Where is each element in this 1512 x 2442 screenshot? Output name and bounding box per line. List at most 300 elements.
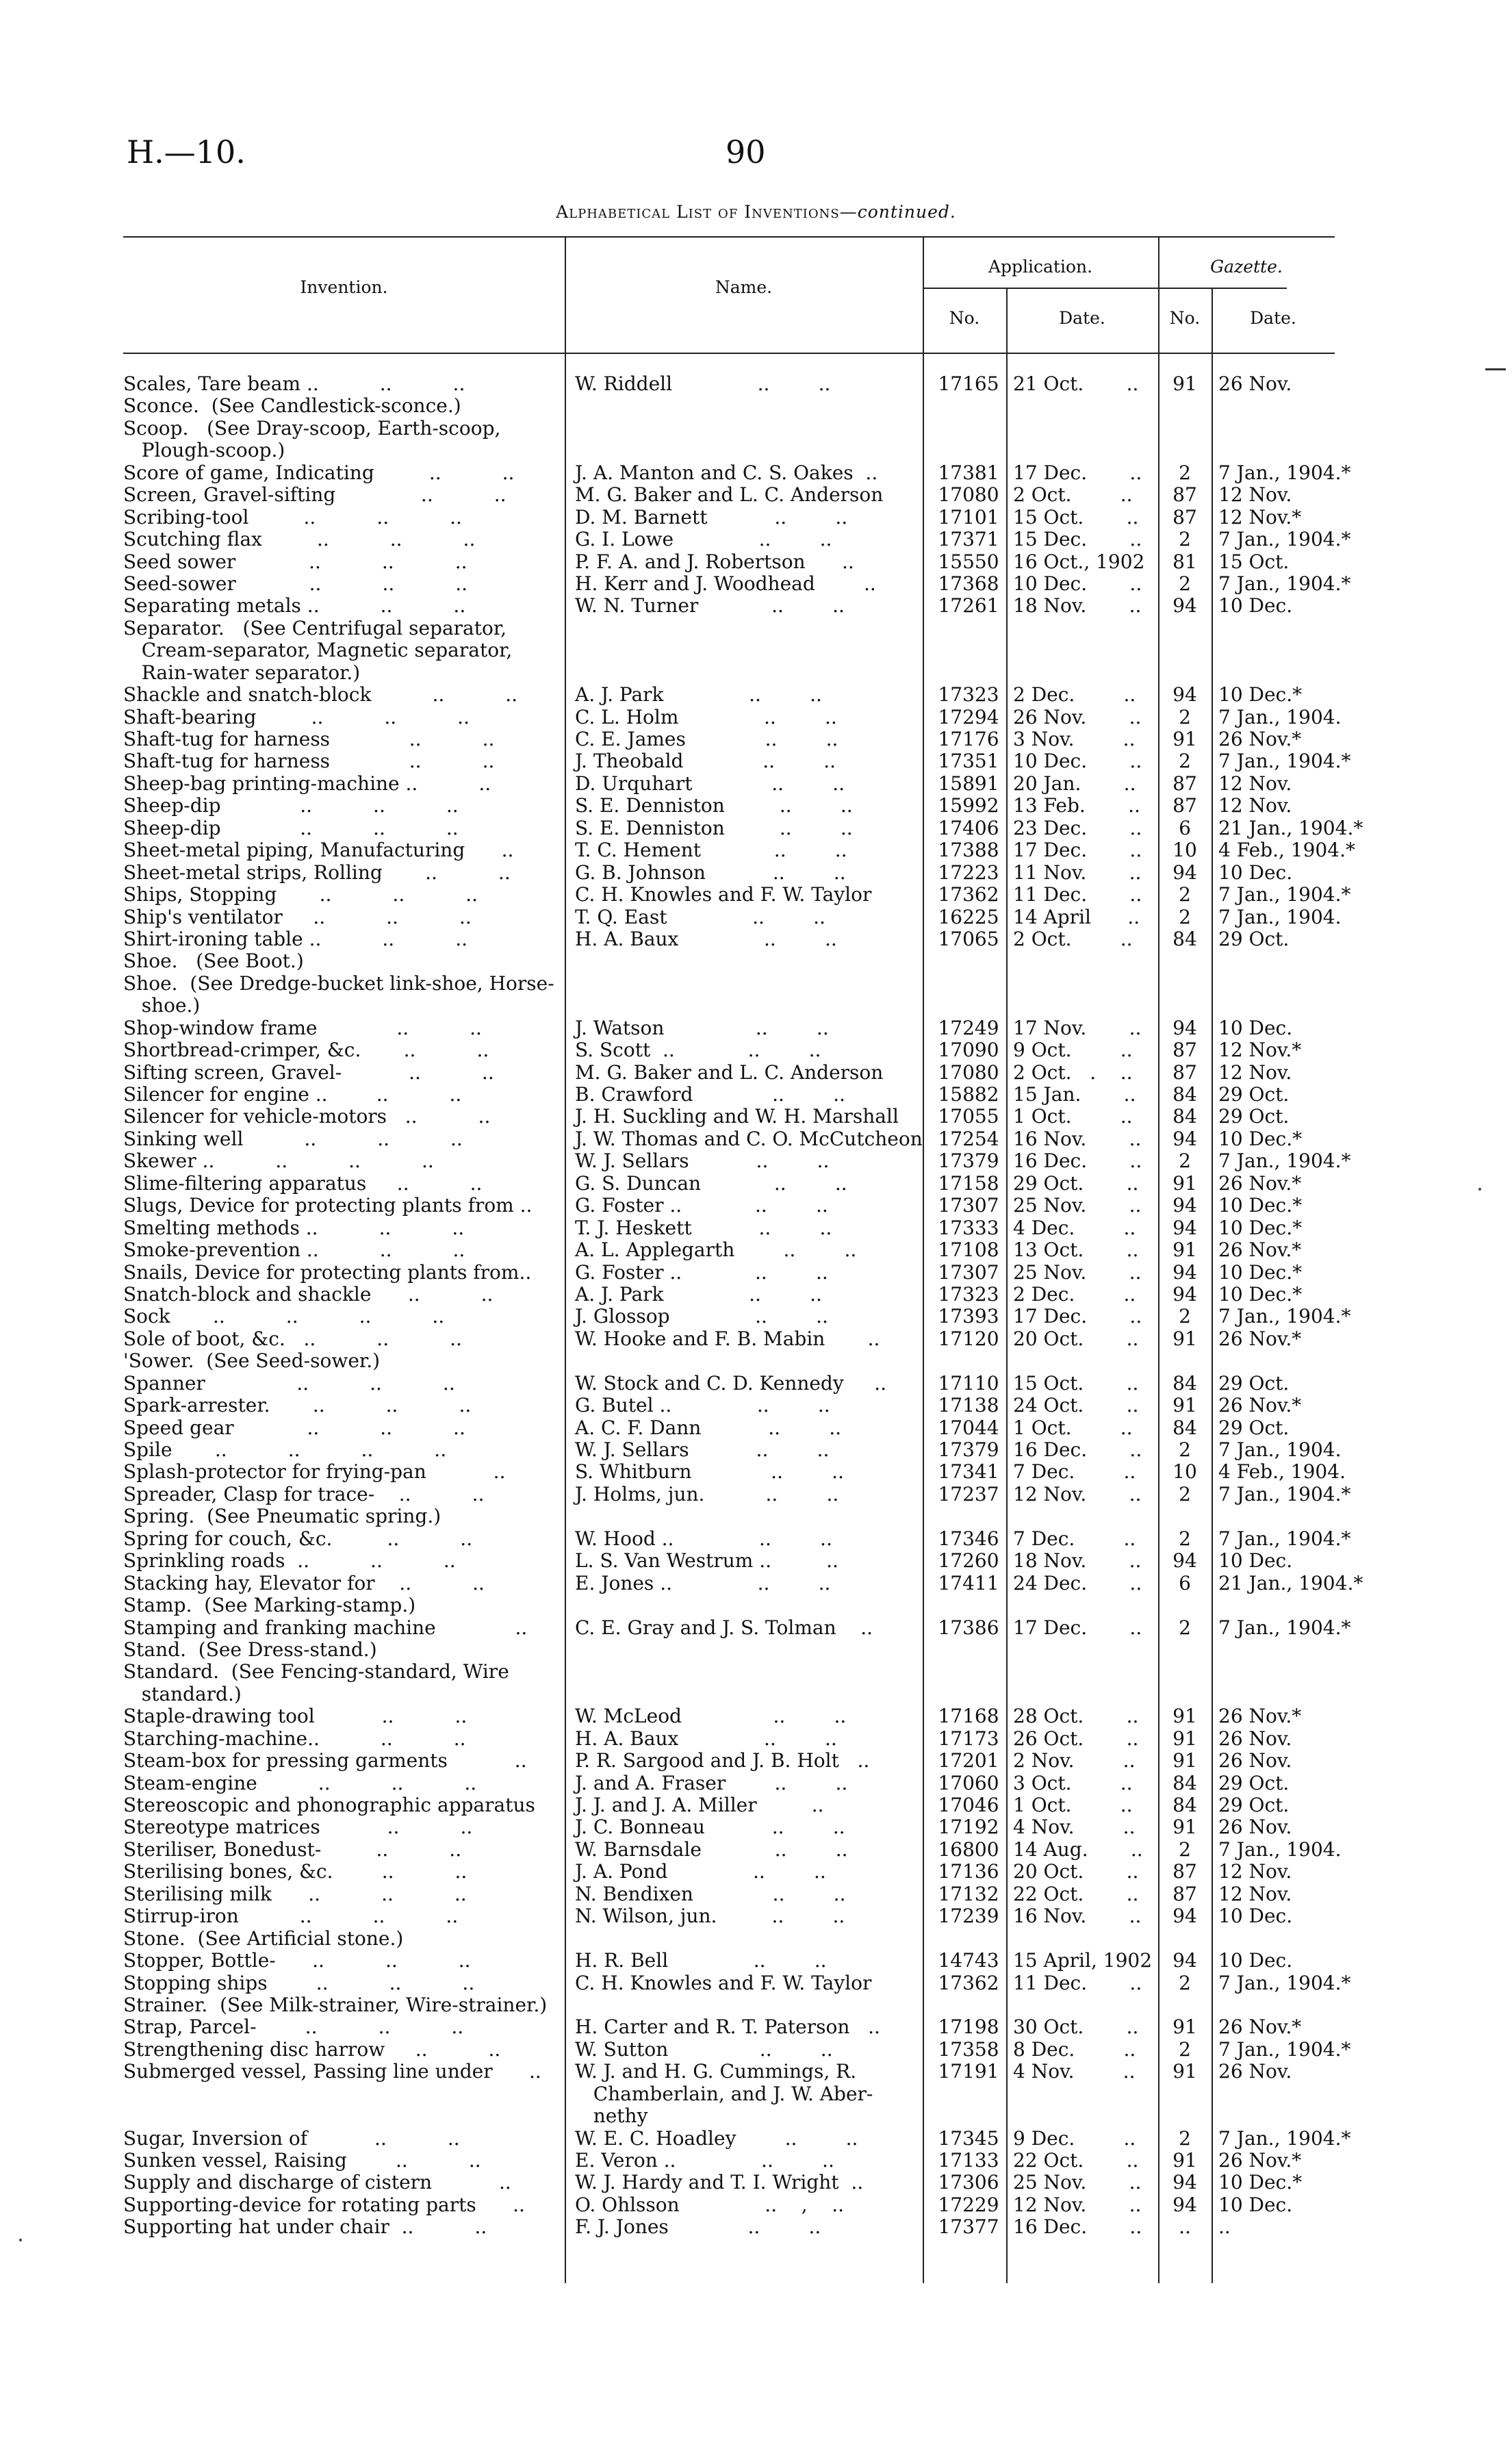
cell-gdate: 10 Dec.* <box>1218 1127 1303 1150</box>
cell-no: 17351 <box>938 750 999 773</box>
cell-date: 18 Nov. .. <box>1013 594 1142 618</box>
table-row <box>123 2150 1335 2172</box>
cell-gno: 2 <box>1179 1305 1191 1328</box>
table-top-rule <box>123 236 1335 238</box>
cell-no: 17046 <box>938 1794 999 1816</box>
cell-date: 9 Dec. .. <box>1013 2126 1136 2150</box>
cell-date: 11 Nov. .. <box>1013 861 1142 884</box>
cell-inv: Rain-water separator.) <box>123 661 361 684</box>
table-row <box>123 973 1335 995</box>
cell-gdate: 10 Dec. <box>1218 594 1293 618</box>
cell-date: 11 Dec. .. <box>1013 883 1142 906</box>
table-row <box>123 1217 1335 1239</box>
cell-no: 17386 <box>938 1616 999 1639</box>
cell-gdate: 7 Jan., 1904.* <box>1218 750 1351 773</box>
cell-no: 17306 <box>938 2171 999 2194</box>
table-row <box>123 662 1335 684</box>
table-row <box>123 1305 1351 1328</box>
table-row <box>123 1571 1363 1594</box>
cell-name: A. L. Applegarth .. .. <box>575 1238 857 1262</box>
cell-inv: Silencer for engine .. .. .. <box>123 1083 462 1106</box>
cell-inv: Silencer for vehicle-motors .. .. <box>123 1105 491 1128</box>
cell-no: 17198 <box>938 2015 999 2039</box>
cell-inv: 'Sower. (See Seed-sower.) <box>123 1349 381 1373</box>
cell-name: S. Scott .. .. .. <box>575 1039 821 1062</box>
cell-inv: shoe.) <box>123 994 201 1017</box>
cell-gno: 94 <box>1173 1194 1197 1217</box>
cell-inv: Splash-protector for frying-pan .. <box>123 1460 506 1484</box>
cell-date: 16 Dec. .. <box>1013 1438 1142 1461</box>
cell-gno: 10 <box>1173 1460 1197 1484</box>
cell-gdate: 26 Nov.* <box>1218 2015 1302 2039</box>
cell-no: 17136 <box>938 1860 999 1883</box>
cell-date: 10 Dec. .. <box>1013 572 1142 595</box>
cell-gdate: 26 Nov.* <box>1218 728 1302 750</box>
cell-gdate: 10 Dec. <box>1218 2193 1293 2216</box>
table-row <box>123 1837 1342 1861</box>
cell-date: 12 Nov. .. <box>1013 1482 1142 1505</box>
cell-inv: Sconce. (See Candlestick-sconce.) <box>123 394 461 418</box>
cell-gno: 91 <box>1173 1238 1197 1262</box>
cell-gno: 87 <box>1173 1882 1197 1905</box>
cell-date: 14 Aug. .. <box>1013 1837 1143 1861</box>
table-row <box>123 1883 1335 1905</box>
cell-inv: Strap, Parcel- .. .. .. <box>123 2015 464 2039</box>
cell-gno: 84 <box>1173 1416 1197 1439</box>
cell-no: 17362 <box>938 1971 999 1994</box>
cell-name: J. Theobald .. .. <box>575 750 836 773</box>
col-header-gaz-date: Date. <box>1250 308 1296 328</box>
cell-gdate: 10 Dec. <box>1218 1549 1293 1573</box>
table-row <box>123 1482 1351 1505</box>
cell-name: C. L. Holm .. .. <box>575 705 837 728</box>
cell-gno: 94 <box>1173 594 1197 618</box>
cell-no: 17346 <box>938 1527 999 1550</box>
cell-gno: 91 <box>1173 1749 1197 1772</box>
cell-name: N. Wilson, jun. .. .. <box>575 1905 845 1928</box>
cell-inv: Skewer .. .. .. .. <box>123 1149 434 1173</box>
col-header-name: Name. <box>715 277 773 297</box>
cell-name: J. C. Bonneau .. .. <box>575 1816 845 1839</box>
cell-no: 15992 <box>938 794 999 817</box>
table-row <box>123 995 1335 1017</box>
table-row <box>123 2016 1335 2038</box>
cell-no: 17132 <box>938 1882 999 1905</box>
cell-date: 2 Nov. .. <box>1013 1749 1136 1772</box>
cell-no: 16800 <box>938 1837 999 1861</box>
cell-gno: 2 <box>1179 2126 1191 2150</box>
cell-gno: 94 <box>1173 1549 1197 1573</box>
cell-gdate: 26 Nov.* <box>1218 1238 1302 1262</box>
cell-gno: 91 <box>1173 372 1197 395</box>
table-row <box>123 950 1335 972</box>
cell-gdate: 26 Nov. <box>1218 1749 1292 1772</box>
table-row <box>123 1705 1335 1727</box>
cell-date: 3 Nov. .. <box>1013 728 1136 750</box>
cell-date: 15 April, 1902 <box>1013 1949 1153 1972</box>
cell-gdate: 29 Oct. <box>1218 927 1290 950</box>
cell-gno: .. <box>1179 2215 1191 2239</box>
cell-gno: 2 <box>1179 1482 1191 1505</box>
cell-gdate: 4 Feb., 1904.* <box>1218 839 1355 862</box>
cell-inv: Starching-machine.. .. .. <box>123 1727 466 1750</box>
cell-inv: Stand. (See Dress-stand.) <box>123 1638 377 1661</box>
cell-inv: Sheet-metal strips, Rolling .. .. <box>123 861 511 884</box>
cell-gdate: 29 Oct. <box>1218 1083 1290 1106</box>
cell-date: 15 Oct. .. <box>1013 1371 1139 1395</box>
cell-no: 17239 <box>938 1905 999 1928</box>
cell-gdate: 26 Nov.* <box>1218 1171 1302 1195</box>
cell-inv: Stacking hay, Elevator for .. .. <box>123 1571 485 1594</box>
table-row <box>123 1527 1351 1550</box>
cell-date: 20 Oct. .. <box>1013 1327 1139 1350</box>
cell-gno: 94 <box>1173 1949 1197 1972</box>
col-header-application: Application. <box>988 257 1093 277</box>
cell-inv: Shoe. (See Boot.) <box>123 950 304 973</box>
cell-date: 15 Dec. .. <box>1013 528 1142 551</box>
cell-gdate: 10 Dec. <box>1218 861 1293 884</box>
table-row <box>123 1039 1335 1061</box>
cell-date: 15 Oct. .. <box>1013 505 1139 529</box>
table-row <box>123 1328 1335 1350</box>
cell-gno: 91 <box>1173 1816 1197 1839</box>
cell-name: J. Watson .. .. <box>575 1016 829 1039</box>
table-row <box>123 1239 1335 1261</box>
cell-name: J. and A. Fraser .. .. <box>575 1771 848 1794</box>
page-header-series: H.—10. <box>127 133 246 170</box>
cell-name: J. A. Pond .. .. <box>575 1860 826 1883</box>
cell-inv: Scales, Tare beam .. .. .. <box>123 372 465 395</box>
cell-name: M. G. Baker and L. C. Anderson <box>575 483 884 507</box>
table-row <box>123 905 1342 928</box>
cell-name: J. Glossop .. .. <box>575 1305 828 1328</box>
cell-gno: 91 <box>1173 1705 1197 1728</box>
cell-gno: 94 <box>1173 1905 1197 1928</box>
cell-inv: Slugs, Device for protecting plants from .. <box>123 1194 533 1217</box>
cell-gno: 87 <box>1173 505 1197 529</box>
table-row <box>123 1395 1335 1416</box>
cell-no: 17341 <box>938 1460 999 1484</box>
cell-date: 17 Dec. .. <box>1013 839 1142 862</box>
table-row <box>123 795 1335 817</box>
cell-gdate: 10 Dec.* <box>1218 683 1303 707</box>
cell-inv: Separator. (See Centrifugal separator, <box>123 616 507 639</box>
cell-no: 17080 <box>938 483 999 507</box>
cell-no: 17237 <box>938 1482 999 1505</box>
cell-gdate: 7 Jan., 1904.* <box>1218 883 1351 906</box>
cell-name: Chamberlain, and J. W. Aber- <box>575 2082 873 2105</box>
table-row <box>123 2083 1335 2105</box>
cell-no: 17060 <box>938 1771 999 1794</box>
cell-name: C. E. Gray and J. S. Tolman .. <box>575 1616 873 1639</box>
table-body <box>123 372 1363 2239</box>
cell-inv: Spanner .. .. .. <box>123 1371 455 1395</box>
cell-gdate: 10 Dec. <box>1218 1949 1293 1972</box>
table-row <box>123 1994 1335 2016</box>
cell-date: 28 Oct. .. <box>1013 1705 1139 1728</box>
cell-gno: 94 <box>1173 1127 1197 1150</box>
table-row <box>123 395 1335 417</box>
cell-no: 17379 <box>938 1438 999 1461</box>
cell-name: D. Urquhart .. .. <box>575 772 845 795</box>
col-header-gaz-no: No. <box>1169 308 1201 328</box>
cell-gdate: 7 Jan., 1904. <box>1218 705 1342 728</box>
cell-no: 15891 <box>938 772 999 795</box>
cell-gno: 2 <box>1179 1527 1191 1550</box>
cell-name: W. Hood .. .. .. <box>575 1527 832 1550</box>
cell-no: 17381 <box>938 461 999 484</box>
cell-date: 3 Oct. .. <box>1013 1771 1133 1794</box>
cell-no: 17345 <box>938 2126 999 2150</box>
cell-gno: 2 <box>1179 750 1191 773</box>
cell-name: W. McLeod .. .. <box>575 1705 847 1728</box>
cell-name: J. H. Suckling and W. H. Marshall <box>575 1105 899 1128</box>
cell-inv: Ships, Stopping .. .. .. <box>123 883 478 906</box>
cell-name: B. Crawford .. .. <box>575 1083 845 1106</box>
cell-name: A. J. Park .. .. <box>575 1282 822 1306</box>
cell-inv: Seed sower .. .. .. <box>123 550 467 573</box>
cell-gno: 2 <box>1179 1971 1191 1994</box>
cell-inv: Sunken vessel, Raising .. .. <box>123 2149 481 2172</box>
cell-name: C. E. James .. .. <box>575 728 838 750</box>
cell-inv: Stamping and franking machine .. <box>123 1616 528 1639</box>
table-row <box>123 1438 1342 1461</box>
cell-no: 17249 <box>938 1016 999 1039</box>
cell-name: C. H. Knowles and F. W. Taylor <box>575 1971 872 1994</box>
cell-no: 17192 <box>938 1816 999 1839</box>
cell-name: W. Stock and C. D. Kennedy .. <box>575 1371 886 1395</box>
cell-name: H. A. Baux .. .. <box>575 1727 837 1750</box>
cell-no: 17176 <box>938 728 999 750</box>
caption-continued: —continued. <box>839 202 956 222</box>
table-row <box>123 839 1355 862</box>
cell-gdate: 12 Nov. <box>1218 1860 1292 1883</box>
cell-name: W. J. Sellars .. .. <box>575 1438 830 1461</box>
cell-name: A. C. F. Dann .. .. <box>575 1416 842 1439</box>
cell-date: 22 Oct. .. <box>1013 2149 1139 2172</box>
col-header-app-no: No. <box>949 308 980 328</box>
cell-no: 17307 <box>938 1260 999 1284</box>
cell-gno: 91 <box>1173 2149 1197 2172</box>
cell-name: H. Carter and R. T. Paterson .. <box>575 2015 880 2039</box>
cell-gno: 94 <box>1173 683 1197 707</box>
cell-gdate: 12 Nov. <box>1218 483 1292 507</box>
cell-date: 20 Oct. .. <box>1013 1860 1139 1883</box>
table-row <box>123 2037 1351 2061</box>
cell-gdate: 10 Dec. <box>1218 1905 1293 1928</box>
cell-no: 17323 <box>938 1282 999 1306</box>
cell-inv: Snatch-block and shackle .. .. <box>123 1282 494 1306</box>
cell-gdate: 7 Jan., 1904. <box>1218 905 1342 928</box>
cell-name: T. Q. East .. .. <box>575 905 825 928</box>
cell-no: 17254 <box>938 1127 999 1150</box>
cell-name: G. Foster .. .. .. <box>575 1260 828 1284</box>
cell-name: G. Butel .. .. .. <box>575 1394 830 1417</box>
cell-name: N. Bendixen .. .. <box>575 1882 846 1905</box>
table-header-rule <box>123 353 1335 354</box>
cell-gdate: 26 Nov. <box>1218 2060 1292 2083</box>
cell-inv: Stopping ships .. .. .. <box>123 1971 475 1994</box>
cell-gdate: 7 Jan., 1904.* <box>1218 461 1351 484</box>
table-row <box>123 1861 1335 1883</box>
cell-date: 17 Dec. .. <box>1013 461 1142 484</box>
cell-gdate: 21 Jan., 1904.* <box>1218 816 1363 839</box>
cell-gno: 81 <box>1173 550 1197 573</box>
cell-gdate: 7 Jan., 1904.* <box>1218 1305 1351 1328</box>
table-row <box>123 1772 1335 1794</box>
cell-date: 17 Dec. .. <box>1013 1616 1142 1639</box>
cell-gdate: 29 Oct. <box>1218 1794 1290 1816</box>
cell-gdate: 7 Jan., 1904. <box>1218 1438 1342 1461</box>
cell-date: 13 Feb. .. <box>1013 794 1140 817</box>
table-row <box>123 1928 1335 1950</box>
cell-date: 15 Jan. .. <box>1013 1083 1136 1106</box>
cell-name: T. J. Heskett .. .. <box>575 1216 832 1239</box>
cell-gdate: .. <box>1218 2215 1231 2239</box>
cell-name: W. J. and H. G. Cummings, R. <box>575 2060 857 2083</box>
cell-inv: Steriliser, Bonedust- .. .. <box>123 1837 462 1861</box>
cell-gdate: 26 Nov.* <box>1218 1705 1302 1728</box>
cell-inv: Sugar, Inversion of .. .. <box>123 2126 460 2150</box>
cell-inv: Supporting-device for rotating parts .. <box>123 2193 525 2216</box>
table-row <box>123 551 1335 573</box>
cell-gno: 84 <box>1173 1105 1197 1128</box>
cell-name: O. Ohlsson .. , .. <box>575 2193 844 2216</box>
cell-name: W. J. Sellars .. .. <box>575 1149 830 1173</box>
cell-name: W. Barnsdale .. .. <box>575 1837 848 1861</box>
cell-inv: Sifting screen, Gravel- .. .. <box>123 1060 494 1084</box>
cell-no: 17406 <box>938 816 999 839</box>
cell-inv: Ship's ventilator .. .. .. <box>123 905 472 928</box>
table-row <box>123 2105 1335 2127</box>
cell-gno: 94 <box>1173 1260 1197 1284</box>
cell-gdate: 7 Jan., 1904.* <box>1218 1971 1351 1994</box>
cell-date: 23 Dec. .. <box>1013 816 1142 839</box>
cell-gno: 91 <box>1173 1327 1197 1350</box>
cell-inv: Supply and discharge of cistern .. <box>123 2171 511 2194</box>
cell-inv: Separating metals .. .. .. <box>123 594 466 618</box>
table-row <box>123 883 1351 906</box>
table-row <box>123 684 1335 706</box>
table-row <box>123 1062 1335 1084</box>
cell-gno: 94 <box>1173 2193 1197 2216</box>
cell-gdate: 26 Nov. <box>1218 1727 1292 1750</box>
cell-no: 17173 <box>938 1727 999 1750</box>
cell-inv: Stamp. (See Marking-stamp.) <box>123 1594 416 1617</box>
application-gazette-rule <box>923 288 1287 289</box>
cell-inv: Stirrup-iron .. .. .. <box>123 1905 459 1928</box>
table-row <box>123 1905 1335 1927</box>
cell-gdate: 10 Dec.* <box>1218 1282 1303 1306</box>
cell-name: W. Hooke and F. B. Mabin .. <box>575 1327 880 1350</box>
cell-inv: Staple-drawing tool .. .. <box>123 1705 467 1728</box>
cell-inv: Sheep-dip .. .. .. <box>123 794 459 817</box>
cell-gno: 84 <box>1173 1771 1197 1794</box>
table-row <box>123 1284 1335 1306</box>
cell-no: 17108 <box>938 1238 999 1262</box>
table-row <box>123 928 1335 950</box>
cell-no: 17260 <box>938 1549 999 1573</box>
cell-name: E. Veron .. .. .. <box>575 2149 834 2172</box>
cell-no: 17201 <box>938 1749 999 1772</box>
cell-inv: standard.) <box>123 1682 242 1705</box>
cell-inv: Spreader, Clasp for trace- .. .. <box>123 1482 485 1505</box>
cell-gno: 91 <box>1173 728 1197 750</box>
cell-gdate: 4 Feb., 1904. <box>1218 1460 1346 1484</box>
cell-gno: 6 <box>1179 816 1191 839</box>
cell-inv: Sterilising bones, &c. .. .. <box>123 1860 467 1883</box>
cell-no: 14743 <box>938 1949 999 1972</box>
table-row <box>123 1950 1335 1972</box>
table-row <box>123 2126 1351 2150</box>
cell-inv: Scribing-tool .. .. .. <box>123 505 462 529</box>
cell-gno: 91 <box>1173 1727 1197 1750</box>
cell-no: 17055 <box>938 1105 999 1128</box>
cell-date: 16 Nov. .. <box>1013 1127 1142 1150</box>
table-row <box>123 440 1335 461</box>
cell-date: 2 Dec. .. <box>1013 1282 1136 1306</box>
cell-gdate: 7 Jan., 1904.* <box>1218 1149 1351 1173</box>
cell-date: 10 Dec. .. <box>1013 750 1142 773</box>
table-row <box>123 1195 1335 1217</box>
cell-gno: 2 <box>1179 705 1191 728</box>
cell-inv: Cream-separator, Magnetic separator, <box>123 639 513 662</box>
cell-inv: Smoke-prevention .. .. .. <box>123 1238 465 1262</box>
cell-date: 13 Oct. .. <box>1013 1238 1139 1262</box>
cell-date: 4 Dec. .. <box>1013 1216 1136 1239</box>
cell-gno: 2 <box>1179 572 1191 595</box>
table-row <box>123 1683 1335 1705</box>
cell-gdate: 7 Jan., 1904.* <box>1218 1616 1351 1639</box>
cell-gdate: 26 Nov. <box>1218 372 1292 395</box>
cell-name: A. J. Park .. .. <box>575 683 822 707</box>
table-row <box>123 373 1335 395</box>
cell-gdate: 10 Dec.* <box>1218 1216 1303 1239</box>
cell-gno: 91 <box>1173 2015 1197 2039</box>
cell-name: P. F. A. and J. Robertson .. <box>575 550 854 573</box>
table-row <box>123 528 1351 551</box>
cell-no: 17323 <box>938 683 999 707</box>
table-row <box>123 750 1351 773</box>
table-row <box>123 1373 1335 1395</box>
cell-name: G. S. Duncan .. .. <box>575 1171 847 1195</box>
cell-name: J. A. Manton and C. S. Oakes .. <box>575 461 878 484</box>
cell-date: 25 Nov. .. <box>1013 1194 1142 1217</box>
cell-inv: Standard. (See Fencing-standard, Wire <box>123 1660 509 1683</box>
cell-inv: Stereoscopic and phonographic apparatus <box>123 1794 535 1816</box>
cell-date: 24 Dec. .. <box>1013 1571 1142 1594</box>
table-row <box>123 1173 1335 1195</box>
cell-inv: Shaft-tug for harness .. .. <box>123 750 495 773</box>
cell-no: 15550 <box>938 550 999 573</box>
cell-inv: Strengthening disc harrow .. .. <box>123 2037 501 2061</box>
table-row <box>123 461 1351 484</box>
cell-gno: 87 <box>1173 1039 1197 1062</box>
cell-date: 22 Oct. .. <box>1013 1882 1139 1905</box>
table-row <box>123 418 1335 440</box>
col-header-invention: Invention. <box>300 277 388 297</box>
table-row <box>123 1084 1335 1106</box>
cell-gdate: 26 Nov.* <box>1218 1394 1302 1417</box>
cell-name: W. Sutton .. .. <box>575 2037 833 2061</box>
cell-inv: Shoe. (See Dredge-bucket link-shoe, Horse- <box>123 971 554 995</box>
table-row <box>123 1262 1335 1284</box>
cell-no: 17229 <box>938 2193 999 2216</box>
cell-date: 16 Oct., 1902 <box>1013 550 1145 573</box>
table-row <box>123 1794 1335 1816</box>
cell-name: nethy <box>575 2104 648 2128</box>
cell-inv: Strainer. (See Milk-strainer, Wire-strainer.) <box>123 1993 548 2016</box>
